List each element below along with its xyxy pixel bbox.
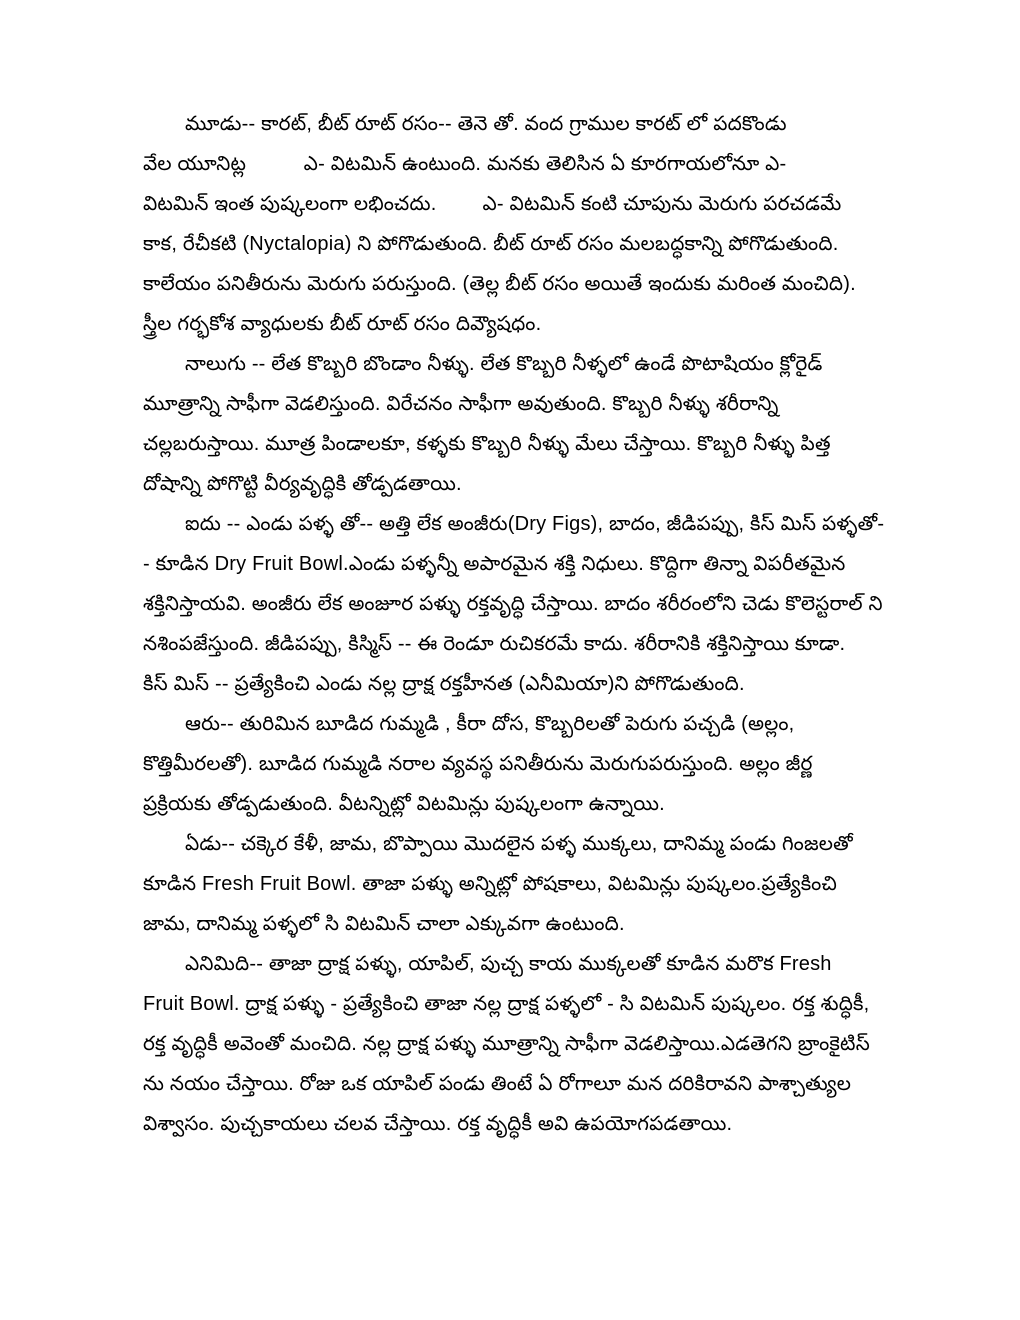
text-line: చల్లబరుస్తాయి. మూత్ర పిండాలకూ, కళ్ళకు కొబ్బరి నీళ్ళు మేలు చేస్తాయి. కొబ్బరి నీళ్ళు పిత్త — [143, 433, 831, 455]
document-body — [143, 104, 885, 1144]
paragraph-six-ash-gourd-salad — [143, 704, 881, 824]
text-line: దోషాన్ని పోగొట్టి వీర్యవృద్ధికి తోడ్పడతాయి. — [143, 473, 462, 495]
text-line: కాలేయం పనితీరును మెరుగు పరుస్తుంది. (తెల్ల బీట్ రసం అయితే ఇందుకు మరింత మంచిది). — [143, 273, 856, 295]
text-line: రక్త వృద్ధికీ అవెంతో మంచిది. నల్ల ద్రాక్ష పళ్ళు మూత్రాన్ని సాఫీగా వెడలిస్తాయి.ఎడతెగని బ్రాంకైటిస్ — [143, 1033, 870, 1055]
text-line: నశింపజేస్తుంది. జీడిపప్పు, కిస్మిస్ -- ఈ రెండూ రుచికరమే కాదు. శరీరానికి శక్తినిస్తాయి కూడా. — [143, 633, 846, 655]
text-line: ఏడు-- చక్కెర కేళీ, జామ, బొప్పాయి మొదలైన పళ్ళ ముక్కలు, దానిమ్మ పండు గింజలతో — [185, 833, 853, 855]
text-line: ఆరు-- తురిమిన బూడిద గుమ్మడి , కీరా దోస, కొబ్బరిలతో పెరుగు పచ్చడి (అల్లం, — [185, 713, 795, 735]
text-line: Fruit Bowl. ద్రాక్ష పళ్ళు - ప్రత్యేకించి తాజా నల్ల ద్రాక్ష పళ్ళలో - సి విటమిన్ పుష్కలం. రక్త శుద్ధికీ, — [143, 993, 870, 1015]
paragraph-seven-fresh-fruit-bowl — [143, 824, 881, 944]
text-line: మూత్రాన్ని సాఫీగా వెడలిస్తుంది. విరేచనం సాఫీగా అవుతుంది. కొబ్బరి నీళ్ళు శరీరాన్ని — [143, 393, 779, 415]
text-line: కొత్తిమీరలతో). బూడిద గుమ్మడి నరాల వ్యవస్థ పనితీరును మెరుగుపరుస్తుంది. అల్లం జీర్ణ — [143, 753, 813, 775]
text-line: మూడు-- కారట్, బీట్ రూట్ రసం-- తెనె తో. వంద గ్రాముల కారట్ లో పదకొండు — [185, 113, 787, 135]
paragraph-five-dry-fruit-bowl — [143, 504, 885, 704]
text-line: కాక, రేచీకటి (Nyctalopia) ని పోగొడుతుంది. బీట్ రూట్ రసం మలబద్ధకాన్ని పోగొడుతుంది. — [143, 233, 839, 255]
text-line: కిస్ మిస్ -- ప్రత్యేకించి ఎండు నల్ల ద్రాక్ష రక్తహీనత (ఎనీమియా)ని పోగొడుతుంది. — [143, 673, 745, 695]
text-line: కూడిన Fresh Fruit Bowl. తాజా పళ్ళు అన్నిట్లో పోషకాలు, విటమిన్లు పుష్కలం.ప్రత్యేకించి — [143, 873, 838, 895]
text-line: వేల యూనిట్ల ఎ- విటమిన్ ఉంటుంది. మనకు తెలిసిన ఏ కూరగాయలోనూ ఎ- — [143, 153, 787, 175]
text-line: జామ, దానిమ్మ పళ్ళలో సి విటమిన్ చాలా ఎక్కువగా ఉంటుంది. — [143, 913, 625, 935]
text-line: స్త్రీల గర్భకోశ వ్యాధులకు బీట్ రూట్ రసం దివ్యౌషధం. — [143, 313, 542, 335]
text-line: ఐదు -- ఎండు పళ్ళ తో-- అత్తి లేక అంజీరు(Dry Figs), బాదం, జీడిపప్పు, కిస్ మిస్ పళ్ళతో- — [185, 513, 885, 535]
paragraph-four-tender-coconut-water — [143, 344, 881, 504]
paragraph-three-carrot-beet-juice — [143, 104, 881, 344]
text-line: ఎనిమిది-- తాజా ద్రాక్ష పళ్ళు, యాపిల్, పుచ్చ కాయ ముక్కలతో కూడిన మరొక Fresh — [185, 953, 832, 975]
text-line: విటమిన్ ఇంత పుష్కలంగా లభించదు. ఎ- విటమిన్ కంటి చూపును మెరుగు పరచడమే — [143, 193, 842, 215]
text-line: ను నయం చేస్తాయి. రోజు ఒక యాపిల్ పండు తింటే ఏ రోగాలూ మన దరికిరావని పాశ్చాత్యుల — [143, 1073, 852, 1095]
text-line: - కూడిన Dry Fruit Bowl.ఎండు పళ్ళన్నీ అపారమైన శక్తి నిధులు. కొద్దిగా తిన్నా విపరీతమైన — [143, 553, 846, 575]
text-line: శక్తినిస్తాయవి. అంజీరు లేక అంజూర పళ్ళు రక్తవృద్ధి చేస్తాయి. బాదం శరీరంలోని చెడు కొలెస్టరాల్ ని — [143, 593, 883, 615]
text-line: ప్రక్రియకు తోడ్పడుతుంది. వీటన్నిట్లో విటమిన్లు పుష్కలంగా ఉన్నాయి. — [143, 793, 665, 815]
text-line: విశ్వాసం. పుచ్చకాయలు చలవ చేస్తాయి. రక్త వృద్ధికీ అవి ఉపయోగపడతాయి. — [143, 1113, 733, 1135]
text-line: నాలుగు -- లేత కొబ్బరి బొండాం నీళ్ళు. లేత కొబ్బరి నీళ్ళలో ఉండే పొటాషియం క్లోరైడ్ — [185, 353, 823, 375]
paragraph-eight-grapes-apple-bowl — [143, 944, 881, 1144]
